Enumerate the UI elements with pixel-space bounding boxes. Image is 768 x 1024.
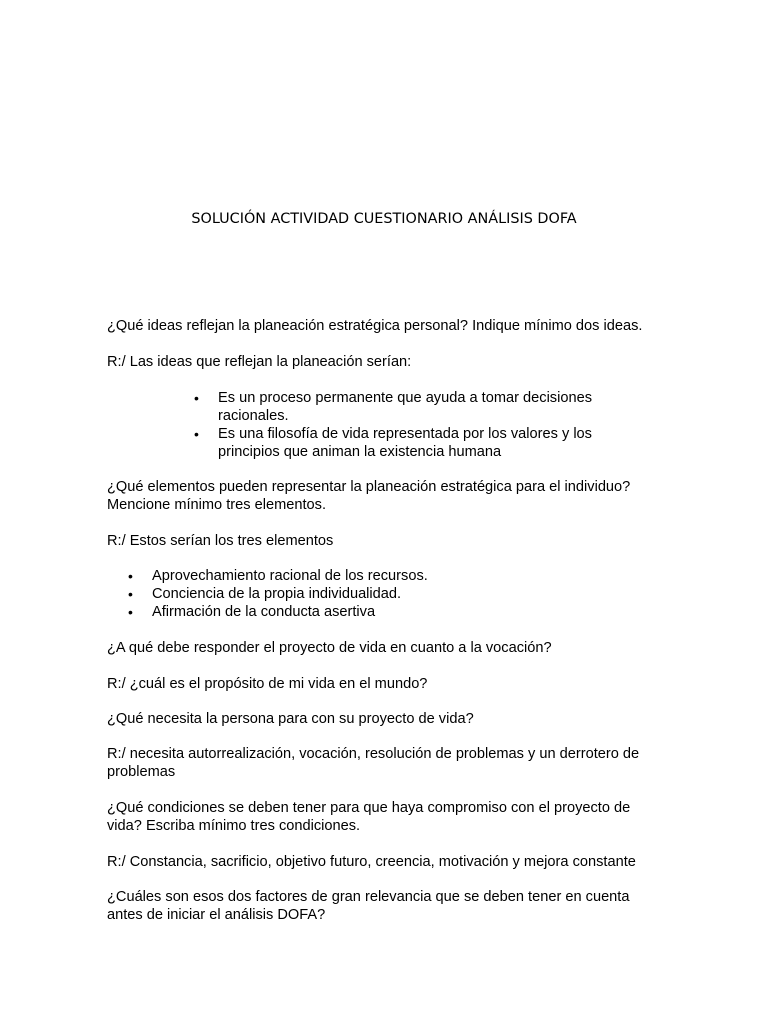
question-4: ¿Qué necesita la persona para con su proyecto de vida? [107, 711, 474, 727]
list-item [128, 603, 632, 621]
answer-4: R:/ necesita autorrealización, vocación, resolución de problemas y un derrotero de problemas [107, 746, 640, 780]
answer-2-intro: R:/ Estos serían los tres elementos [107, 533, 334, 549]
question-1: ¿Qué ideas reflejan la planeación estratégica personal? Indique mínimo dos ideas. [107, 318, 643, 334]
bullet-icon: • [128, 568, 133, 584]
list-item-text: Es un proceso permanente que ayuda a tomar decisiones racionales. [218, 390, 592, 424]
question-3: ¿A qué debe responder el proyecto de vida en cuanto a la vocación? [107, 640, 552, 656]
list-item [194, 389, 638, 425]
list-item [194, 425, 638, 461]
list-item-text: Afirmación de la conducta asertiva [152, 604, 376, 620]
answer-2-list [128, 567, 632, 621]
bullet-icon: • [194, 426, 199, 442]
question-2: ¿Qué elementos pueden representar la planeación estratégica para el individuo? Mencione mínimo tres elementos. [107, 479, 631, 513]
question-5: ¿Qué condiciones se deben tener para que haya compromiso con el proyecto de vida? Escriba mínimo tres condiciones. [107, 800, 631, 834]
answer-3: R:/ ¿cuál es el propósito de mi vida en el mundo? [107, 676, 428, 692]
answer-5: R:/ Constancia, sacrificio, objetivo futuro, creencia, motivación y mejora constante [107, 854, 636, 870]
bullet-icon: • [128, 604, 133, 620]
list-item-text: Es una filosofía de vida representada por los valores y los principios que animan la existencia humana [218, 426, 592, 460]
bullet-icon: • [128, 586, 133, 602]
answer-1-intro: R:/ Las ideas que reflejan la planeación serían: [107, 354, 412, 370]
bullet-icon: • [194, 390, 199, 406]
list-item-text: Aprovechamiento racional de los recursos. [152, 568, 428, 584]
list-item [128, 585, 632, 603]
list-item-text: Conciencia de la propia individualidad. [152, 586, 402, 602]
list-item [128, 567, 632, 585]
document-title: SOLUCIÓN ACTIVIDAD CUESTIONARIO ANÁLISIS DOFA [191, 211, 577, 227]
question-6: ¿Cuáles son esos dos factores de gran relevancia que se deben tener en cuenta antes de iniciar el análisis DOFA? [107, 889, 630, 923]
answer-1-list [194, 389, 638, 461]
